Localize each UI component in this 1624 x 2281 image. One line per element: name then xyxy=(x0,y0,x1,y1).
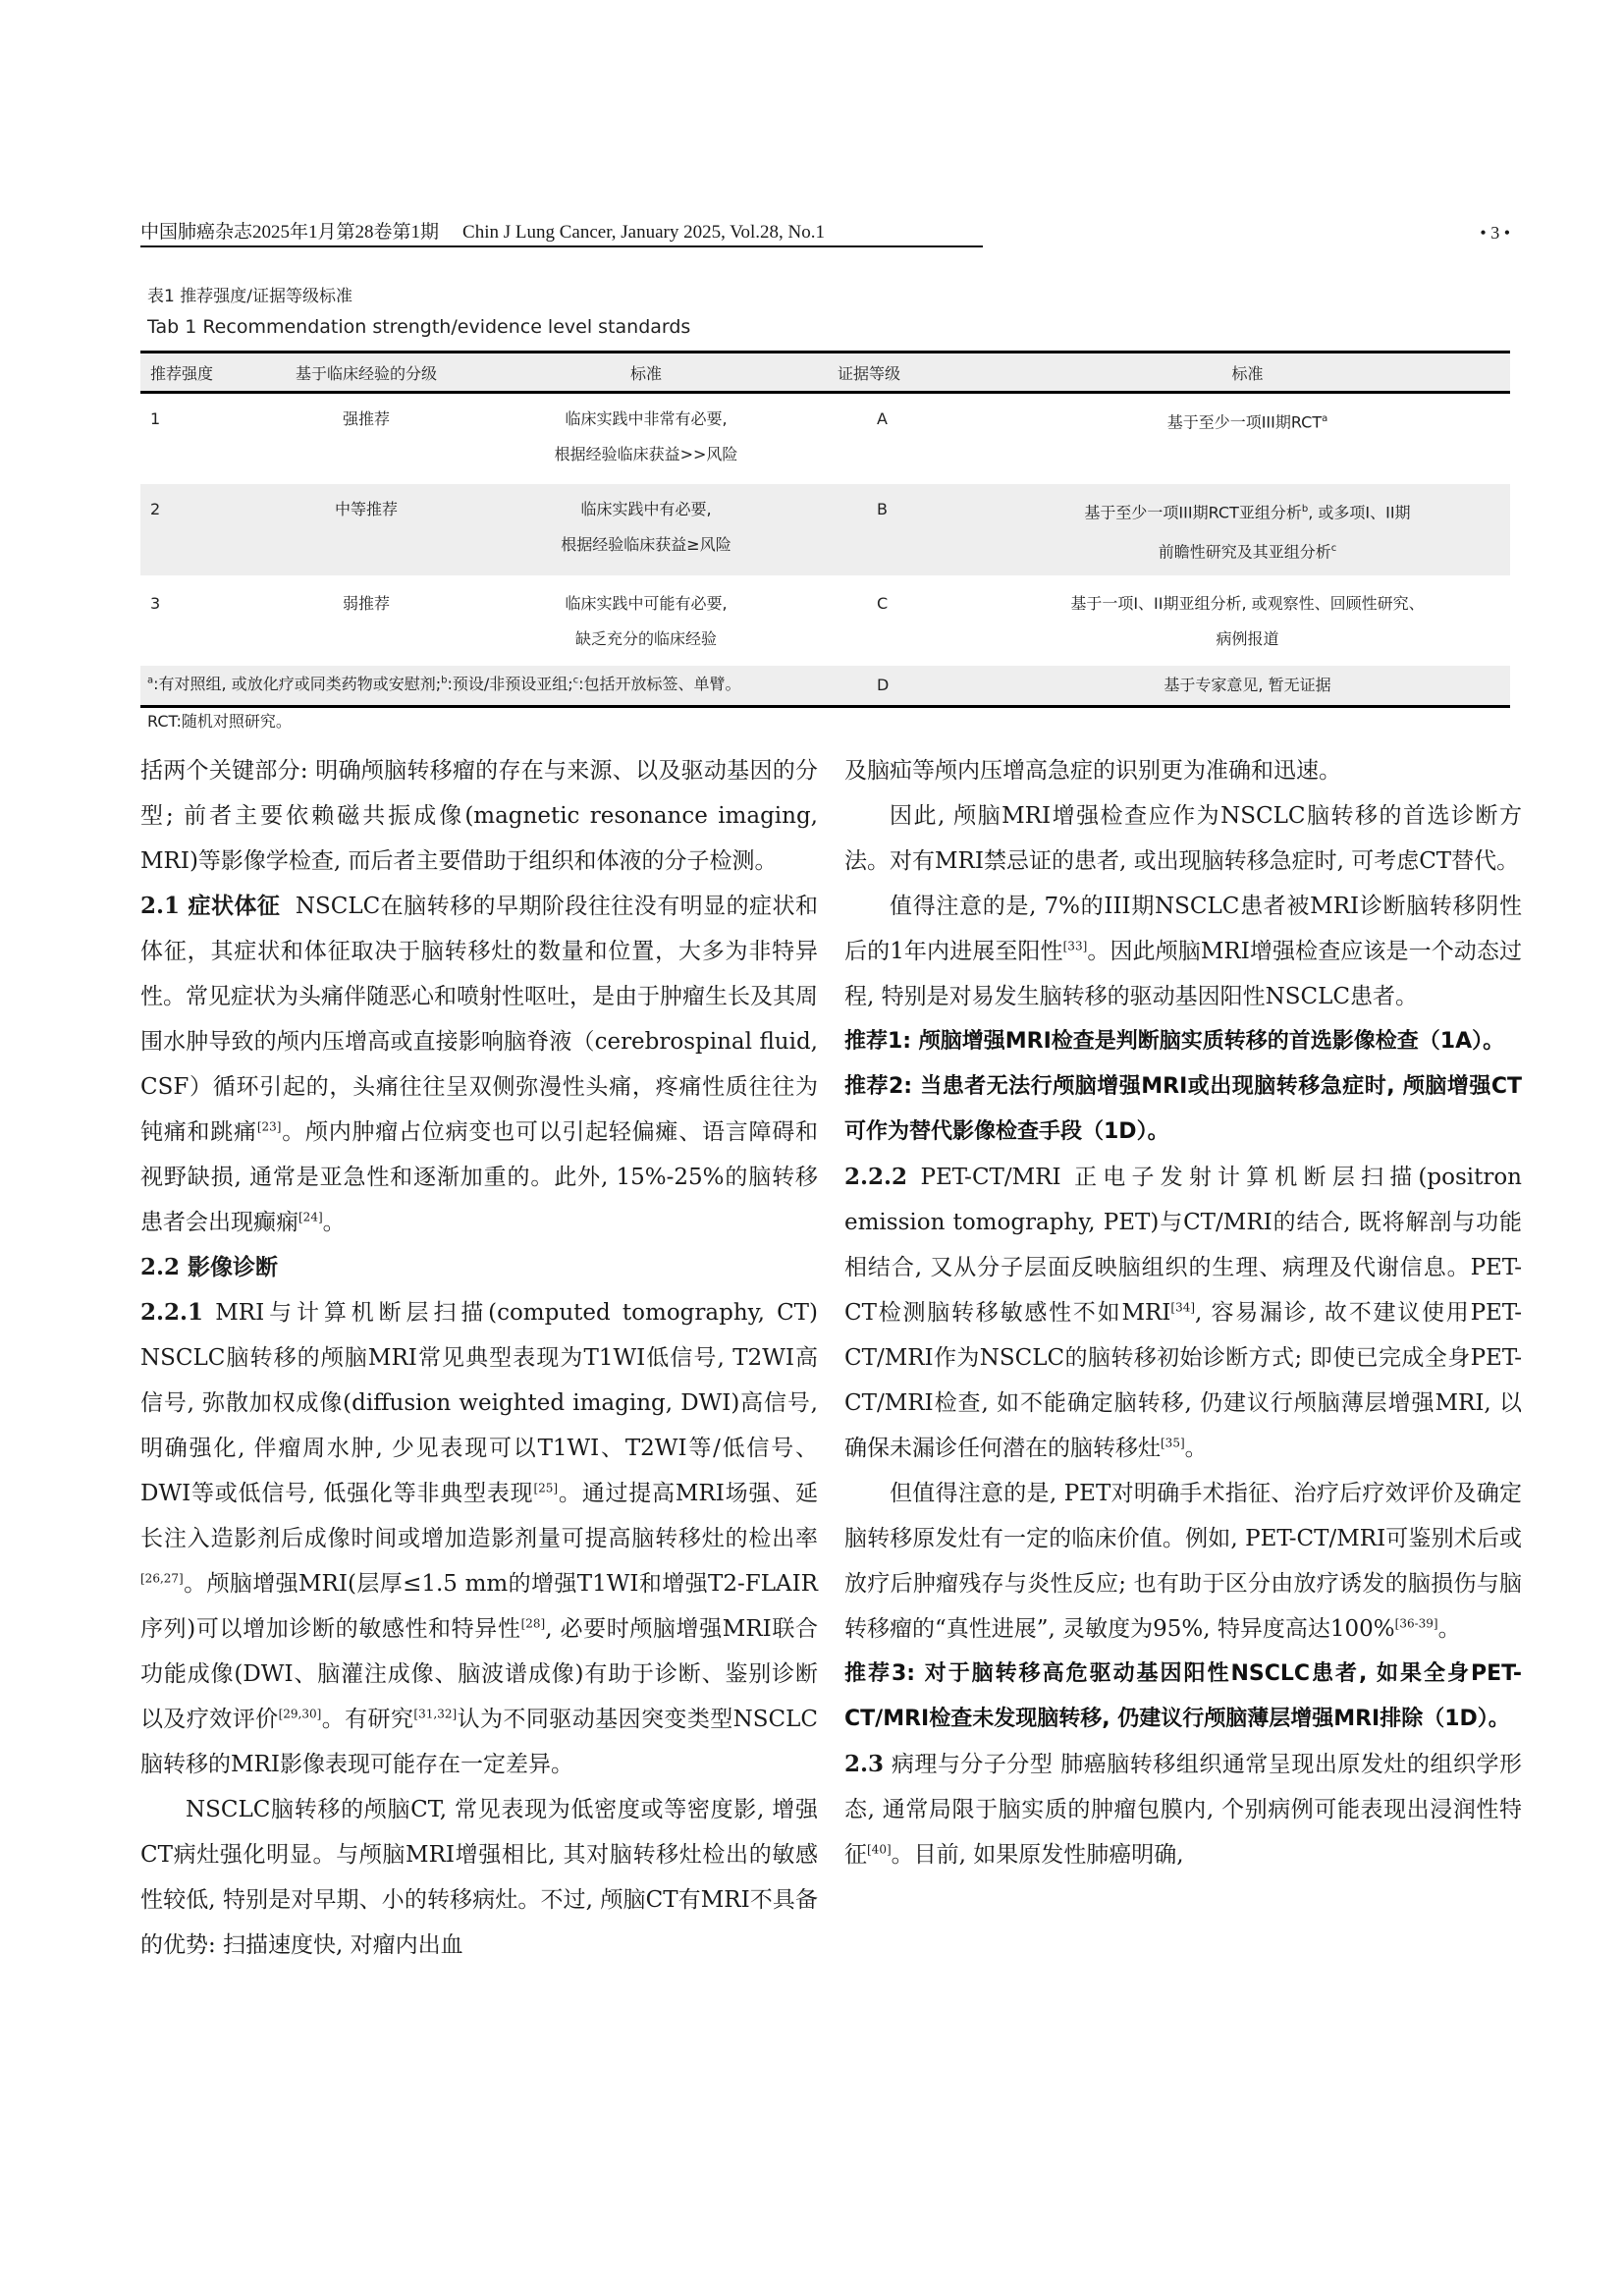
cell-level: A xyxy=(877,409,888,428)
citation: [35] xyxy=(1161,1436,1185,1450)
table-footnote-rct: RCT:随机对照研究。 xyxy=(147,712,292,731)
table-row xyxy=(140,393,1510,483)
section-2-1: 2.1 症状体征 NSCLC在脑转移的早期阶段往往没有明显的症状和体征，其症状和体征取决于脑转移灶的数量和位置，大多为非特异性。常见症状为头痛伴随恶心和喷射性呕吐，是由于肿瘤生长及其周围水肿导致的颅内压增高或直接影响脑脊液（cerebrospinal fluid, CSF）循环引起的，头痛往往呈双侧弥漫性头痛，疼痛性质往往为钝痛和跳痛[23]。颅内肿瘤占位病变也可以引起轻偏瘫、语言障碍和视野缺损, 通常是亚急性和逐渐加重的。此外, 15%-25%的脑转移患者会出现癫痫[24]。 xyxy=(140,893,819,1235)
page-number: • 3 • xyxy=(1480,223,1510,243)
section-heading: 2.2.1 xyxy=(140,1299,204,1326)
section-heading: 2.2 影像诊断 xyxy=(140,1254,279,1280)
cell-level: C xyxy=(818,576,985,664)
recommendation-2: 推荐2: 当患者无法行颅脑增强MRI或出现脑转移急症时, 颅脑增强CT可作为替代影像检查手段（1D）。 xyxy=(844,1074,1522,1144)
cell-evidence: 基于至少一项III期RCT$^a$ xyxy=(1166,412,1328,432)
table-footnote-abbrev: $^a$:有对照组, 或放化疗或同类药物或安慰剂;$^b$:预设/非预设亚组;$^c$:包括开放标签、单臂。 xyxy=(147,675,741,693)
journal-title-zh: 中国肺癌杂志2025年1月第28卷第1期 xyxy=(140,222,440,243)
citation: [31,32] xyxy=(413,1707,458,1721)
section-2-2-2: 2.2.2 PET-CT/MRI 正电子发射计算机断层扫描(positron emission tomography, PET)与CT/MRI的结合, 既将解剖与功能相结合, 又从分子层面反映脑组织的生理、病理及代谢信息。PET-CT检测脑转移敏感性不如MRI[34], 容易漏诊, 故不建议使用PET-CT/MRI作为NSCLC的脑转移初始诊断方式; 即使已完成全身PET-CT/MRI检查, 如不能确定脑转移, 仍建议行颅脑薄层增强MRI, 以确保未漏诊任何潜在的脑转移灶[35]。 xyxy=(844,1164,1522,1461)
running-head xyxy=(140,220,983,247)
paragraph: 但值得注意的是, PET对明确手术指征、治疗后疗效评价及确定脑转移原发灶有一定的临床价值。例如, PET-CT/MRI可鉴别术后或放疗后肿瘤残存与炎性反应; 也有助于区分由放疗诱发的脑损伤与脑转移瘤的“真性进展”, 灵敏度为95%, 特异度高达100%[36-39]。 xyxy=(844,1481,1522,1642)
cell-grade: 强推荐 xyxy=(342,409,390,428)
citation: [25] xyxy=(533,1481,559,1495)
paragraph: 因此, 颅脑MRI增强检查应作为NSCLC脑转移的首选诊断方法。对有MRI禁忌证的患者, 或出现脑转移急症时, 可考虑CT替代。 xyxy=(844,803,1522,874)
recommendation-3: 推荐3: 对于脑转移高危驱动基因阳性NSCLC患者, 如果全身PET-CT/MRI检查未发现脑转移, 仍建议行颅脑薄层增强MRI排除（1D）。 xyxy=(844,1661,1522,1731)
right-column xyxy=(844,748,1522,1877)
paragraph: 值得注意的是, 7%的III期NSCLC患者被MRI诊断脑转移阴性后的1年内进展至阳性[33]。因此颅脑MRI增强检查应该是一个动态过程, 特别是对易发生脑转移的驱动基因阳性NSCLC患者。 xyxy=(844,894,1522,1009)
section-2-3: 2.3 病理与分子分型 肺癌脑转移组织通常呈现出原发灶的组织学形态, 通常局限于脑实质的肿瘤包膜内, 个别病例可能表现出浸润性特征[40]。目前, 如果原发性肺癌明确, xyxy=(844,1751,1522,1868)
cell-criteria: 临床实践中非常有必要, 根据经验临床获益>>风险 xyxy=(554,409,738,463)
cell-strength: 2 xyxy=(140,483,258,577)
cell-evidence: 基于专家意见, 暂无证据 xyxy=(985,664,1510,706)
header-level: 证据等级 xyxy=(818,353,985,393)
table-row xyxy=(140,483,1510,577)
section-2-2-1: 2.2.1 MRI与计算机断层扫描(computed tomography, CT) NSCLC脑转移的颅脑MRI常见典型表现为T1WI低信号, T2WI高信号, 弥散加权成像(diffusion weighted imaging, DWI)高信号, 明确强化, 伴瘤周水肿, 少见表现可以T1WI、T2WI等/低信号、DWI等或低信号, 低强化等非典型表现[25]。通过提高MRI场强、延长注入造影剂后成像时间或增加造影剂量可提高脑转移灶的检出率[26,27]。颅脑增强MRI(层厚≤1.5 mm的增强T1WI和增强T2-FLAIR序列)可以增加诊断的敏感性和特异性[28], 必要时颅脑增强MRI联合功能成像(DWI、脑灌注成像、脑波谱成像)有助于诊断、鉴别诊断以及疗效评价[29,30]。有研究[31,32]认为不同驱动基因突变类型NSCLC脑转移的MRI影像表现可能存在一定差异。 xyxy=(140,1299,819,1777)
citation: [29,30] xyxy=(278,1707,322,1721)
header-criteria: 标准 xyxy=(474,353,818,393)
cell-evidence: 基于至少一项III期RCT亚组分析$^b$, 或多项I、II期 前瞻性研究及其亚组分析$^c$ xyxy=(985,483,1510,577)
section-heading: 2.1 症状体征 xyxy=(140,893,281,919)
left-column xyxy=(140,748,818,1968)
header-grade: 基于临床经验的分级 xyxy=(258,353,474,393)
page-header xyxy=(140,220,1510,249)
section-heading: 2.3 xyxy=(844,1751,885,1777)
table-header-row xyxy=(140,353,1510,393)
cell-grade: 中等推荐 xyxy=(258,483,474,577)
journal-title-en: Chin J Lung Cancer, January 2025, Vol.28, No.1 xyxy=(462,222,826,243)
cell-grade: 弱推荐 xyxy=(258,576,474,664)
header-evidence: 标准 xyxy=(985,353,1510,393)
paragraph: NSCLC脑转移的颅脑CT, 常见表现为低密度或等密度影, 增强CT病灶强化明显。与颅脑MRI增强相比, 其对脑转移灶检出的敏感性较低, 特别是对早期、小的转移病灶。不过, 颅脑CT有MRI不具备的优势: 扫描速度快, 对瘤内出血 xyxy=(140,1797,818,1958)
recommendation-1: 推荐1: 颅脑增强MRI检查是判断脑实质转移的首选影像检查（1A）。 xyxy=(844,1029,1505,1054)
citation: [23] xyxy=(256,1119,282,1134)
cell-strength: 3 xyxy=(140,576,258,664)
cell-strength: 1 xyxy=(150,409,161,428)
section-heading: 2.2.2 xyxy=(844,1164,908,1190)
recommendation-table xyxy=(140,351,1510,708)
citation: [34] xyxy=(1170,1300,1196,1315)
cell-level: B xyxy=(818,483,985,577)
table-caption-zh: 表1 推荐强度/证据等级标准 xyxy=(147,287,352,306)
cell-level: D xyxy=(818,664,985,706)
citation: [28] xyxy=(520,1616,546,1631)
table-row xyxy=(140,576,1510,664)
cell-criteria: 临床实践中有必要, 根据经验临床获益≥风险 xyxy=(474,483,818,577)
citation: [26,27] xyxy=(140,1571,184,1586)
citation: [36-39] xyxy=(1394,1616,1438,1631)
citation: [33] xyxy=(1062,939,1088,953)
cell-criteria: 临床实践中可能有必要, 缺乏充分的临床经验 xyxy=(474,576,818,664)
citation: [24] xyxy=(298,1210,323,1224)
citation: [40] xyxy=(867,1842,892,1857)
paragraph: 括两个关键部分: 明确颅脑转移瘤的存在与来源、以及驱动基因的分型; 前者主要依赖磁共振成像(magnetic resonance imaging, MRI)等影像学检查, 而后者主要借助于组织和体液的分子检测。 xyxy=(140,758,818,874)
table-caption-en: Tab 1 Recommendation strength/evidence level standards xyxy=(147,316,691,338)
paragraph: 及脑疝等颅内压增高急症的识别更为准确和迅速。 xyxy=(844,758,1341,784)
cell-evidence: 基于一项I、II期亚组分析, 或观察性、回顾性研究、 病例报道 xyxy=(985,576,1510,664)
header-strength: 推荐强度 xyxy=(140,353,258,393)
